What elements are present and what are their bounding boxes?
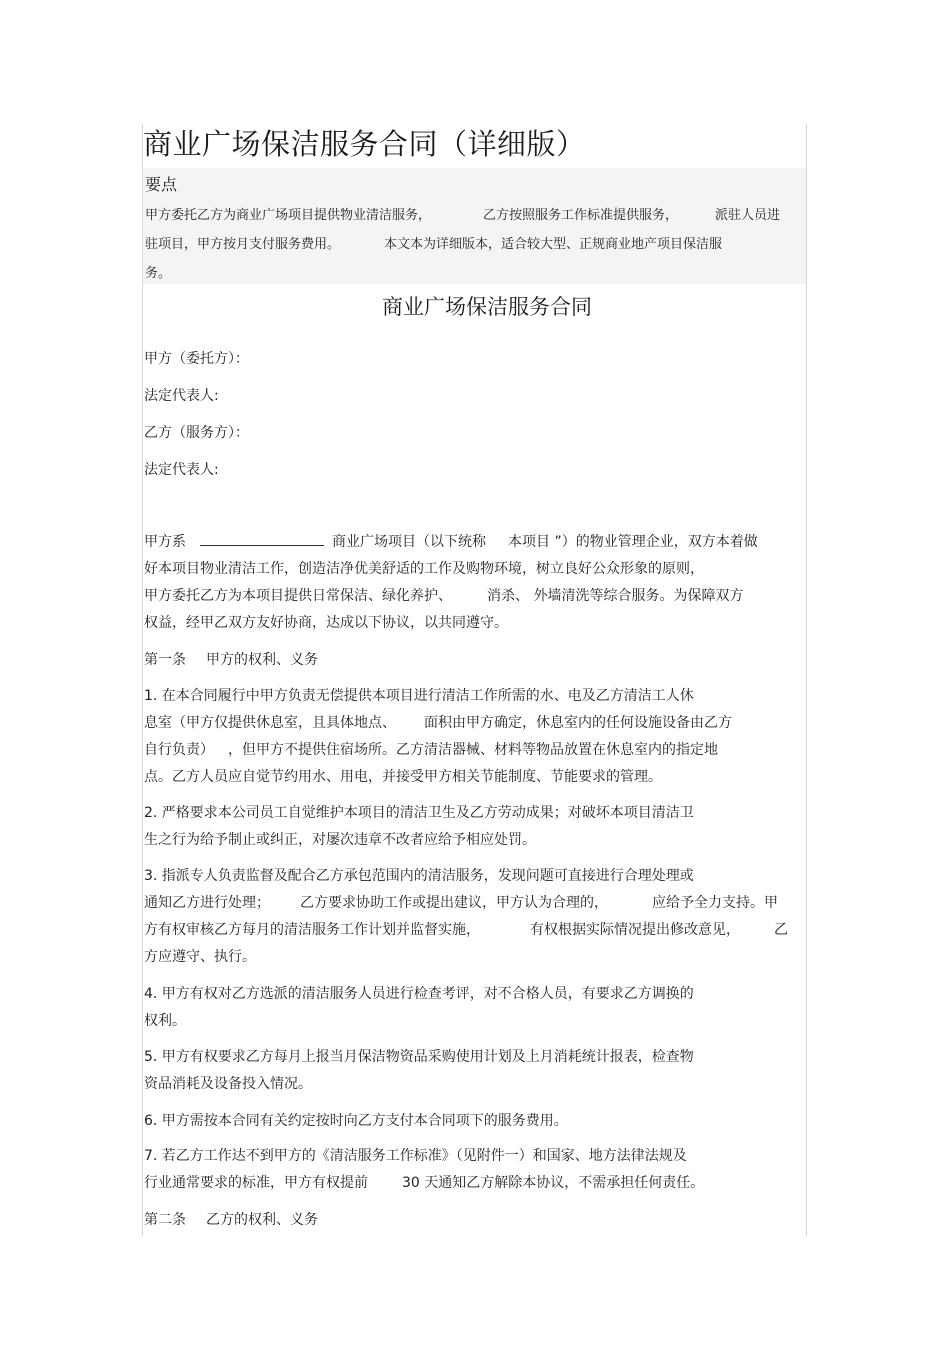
clause-6-line-1: 6. 甲方需按本合同有关约定按时向乙方支付本合同项下的服务费用。 [144,1113,568,1129]
summary-line-3 [145,262,171,281]
party-a-field: 甲方（委托方）： [144,351,249,367]
clause-3-line-2 [144,892,778,912]
clause-text: 自行负责） [144,742,214,758]
clause-text: 应给予全力支持。甲 [652,895,778,911]
party-b-field: 乙方（服务方）： [144,425,249,441]
clause-3-line-3 [144,919,788,939]
clause-text: 有权根据实际情况提出修改意见， [530,922,740,938]
article-number: 第二条 [144,1212,186,1228]
intro-text: 甲方委托乙方为本项目提供日常保洁、绿化养护、 [144,588,452,604]
summary-text: 乙方按照服务工作标准提供服务， [483,208,679,223]
clause-5-line-1: 5. 甲方有权要求乙方每月上报当月保洁物资品采购使用计划及上月消耗统计报表，检查物 [144,1049,694,1065]
party-b-representative-field: 法定代表人: [144,462,219,478]
clause-text: 行业通常要求的标准，甲方有权提前 [144,1175,368,1191]
clause-1-line-1: 1. 在本合同履行中甲方负责无偿提供本项目进行清洁工作所需的水、电及乙方清洁工人休 [144,688,694,704]
intro-text: 甲方系 [144,534,186,550]
intro-text: 消杀、 外墙清洗等综合服务。为保障双方 [487,588,744,604]
clause-7-line-1: 7. 若乙方工作达不到甲方的《清洁服务工作标准》（见附件一）和国家、地方法律法规及 [144,1148,687,1164]
clause-1-line-3 [144,739,718,759]
summary-box [143,168,806,284]
summary-text: 驻项目，甲方按月支付服务费用。 [145,237,341,252]
contract-title-text: 商业广场保洁服务合同 [382,295,592,319]
clause-4-line-1: 4. 甲方有权对乙方选派的清洁服务人员进行检查考评，对不合格人员，有要求乙方调换的 [144,986,694,1002]
intro-line-3 [144,585,743,605]
clause-text: 方有权审核乙方每月的清洁服务工作计划并监督实施， [144,922,480,938]
clause-text: 30 天通知乙方解除本协议，不需承担任何责任。 [402,1175,705,1191]
intro-text: 商业广场项目（以下统称 [332,534,486,550]
summary-line-2 [145,233,722,252]
summary-text: 本文本为详细版本，适合较大型、正规商业地产项目保洁服 [384,237,723,252]
article-number: 第一条 [144,652,186,668]
summary-text: 派驻人员进 [715,208,781,223]
article-title: 乙方的权利、义务 [206,1212,318,1228]
clause-3-line-4: 方应遵守、执行。 [144,949,256,965]
clause-text: 面积由甲方确定，休息室内的任何设施设备由乙方 [424,715,732,731]
clause-4-line-2: 权利。 [144,1013,186,1029]
article-2-heading [144,1209,318,1229]
article-1-heading [144,649,318,669]
clause-1-line-2 [144,712,732,732]
clause-1-line-4: 点。乙方人员应自觉节约用水、用电，并接受甲方相关节能制度、节能要求的管理。 [144,769,662,785]
intro-text: 本项目 ”）的物业管理企业，双方本着做 [508,534,758,550]
clause-text: 息室（甲方仅提供休息室，且具体地点、 [144,715,396,731]
clause-text: 乙 [774,922,788,938]
party-a-representative-field: 法定代表人: [144,388,219,404]
clause-5-line-2: 资品消耗及设备投入情况。 [144,1076,312,1092]
clause-text: ，但甲方不提供住宿场所。乙方清洁器械、材料等物品放置在休息室内的指定地 [228,742,718,758]
summary-text: 甲方委托乙方为商业广场项目提供物业清洁服务， [145,208,432,223]
article-title: 甲方的权利、义务 [206,652,318,668]
contract-title [0,291,950,321]
clause-3-line-1: 3. 指派专人负责监督及配合乙方承包范围内的清洁服务，发现问题可直接进行合理处理或 [144,868,694,884]
intro-line-4: 权益，经甲乙双方友好协商，达成以下协议，以共同遵守。 [144,615,508,631]
clause-7-line-2 [144,1172,704,1192]
summary-label: 要点 [145,175,178,194]
clause-2-line-1: 2. 严格要求本公司员工自觉维护本项目的清洁卫生及乙方劳动成果；对破坏本项目清洁卫 [144,805,694,821]
page-title: 商业广场保洁服务合同（详细版） [143,127,586,161]
intro-line-1 [144,531,758,551]
clause-text: 乙方要求协助工作或提出建议，甲方认为合理的， [300,895,608,911]
summary-line-1 [145,204,780,223]
intro-line-2: 好本项目物业清洁工作，创造洁净优美舒适的工作及购物环境，树立良好公众形象的原则， [144,561,704,577]
clause-text: 通知乙方进行处理； [144,895,270,911]
blank-underline [200,531,324,546]
summary-text: 务。 [145,266,172,281]
clause-2-line-2: 生之行为给予制止或纠正，对屡次违章不改者应给予相应处罚。 [144,832,536,848]
